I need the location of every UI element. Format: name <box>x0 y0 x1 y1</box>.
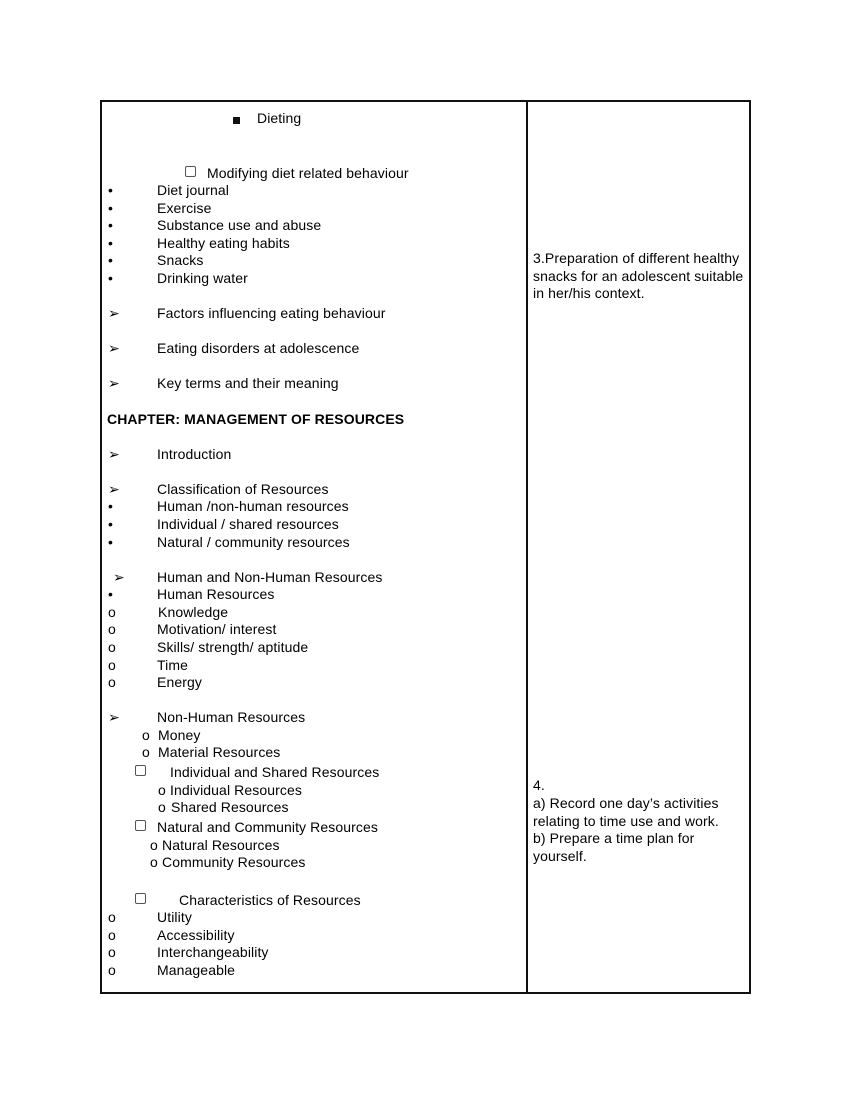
list-item: Natural / community resources <box>157 534 350 550</box>
activity-4b: b) Prepare a time plan for yourself. <box>533 830 695 864</box>
arrow-bullet-icon: ➢ <box>108 481 120 497</box>
list-item: Material Resources <box>158 744 281 760</box>
topic-natural-community: Natural and Community Resources <box>157 819 378 835</box>
bullet-icon: • <box>108 200 113 216</box>
activity-4-number: 4. <box>533 777 545 793</box>
list-item: Exercise <box>157 200 212 216</box>
list-item: Manageable <box>157 962 236 978</box>
checkbox-icon <box>185 166 196 177</box>
circle-bullet-icon: o <box>108 909 116 925</box>
circle-bullet-icon: o <box>142 744 150 760</box>
bullet-icon: • <box>108 252 113 268</box>
bullet-icon: • <box>108 217 113 233</box>
list-item: Drinking water <box>157 270 248 286</box>
topic-modifying-diet: Modifying diet related behaviour <box>207 165 409 181</box>
topic-individual-shared: Individual and Shared Resources <box>170 764 380 780</box>
activity-4a: a) Record one day’s activities relating to time use and work. <box>533 795 719 829</box>
content-table <box>100 100 751 994</box>
list-item: Healthy eating habits <box>157 235 290 251</box>
list-item: Knowledge <box>158 604 229 620</box>
bullet-icon: • <box>108 534 113 550</box>
list-item: Energy <box>157 674 202 690</box>
arrow-bullet-icon: ➢ <box>108 446 120 462</box>
square-bullet-icon <box>233 117 240 124</box>
checkbox-icon <box>135 765 146 776</box>
topic-characteristics: Characteristics of Resources <box>179 892 361 908</box>
activity-3: 3.Preparation of different healthy snacks for an adolescent suitable in her/his context. <box>533 250 744 301</box>
list-item: Shared Resources <box>171 799 289 815</box>
topic-non-human: Non-Human Resources <box>157 709 306 725</box>
circle-bullet-icon: o <box>108 621 116 637</box>
checkbox-icon <box>135 820 146 831</box>
topic-key-terms: Key terms and their meaning <box>157 375 339 391</box>
list-item: Individual / shared resources <box>157 516 339 532</box>
bullet-icon: • <box>108 498 113 514</box>
bullet-icon: • <box>108 182 113 198</box>
list-item: Money <box>158 727 201 743</box>
list-item: Interchangeability <box>157 944 269 960</box>
circle-bullet-icon: o <box>108 639 116 655</box>
column-divider <box>526 102 528 992</box>
list-item: Natural Resources <box>162 837 280 853</box>
list-item: Community Resources <box>162 854 306 870</box>
circle-bullet-icon: o <box>158 782 166 798</box>
list-item: Substance use and abuse <box>157 217 322 233</box>
topic-factors: Factors influencing eating behaviour <box>157 305 386 321</box>
circle-bullet-icon: o <box>108 944 116 960</box>
topic-human-non-human: Human and Non-Human Resources <box>157 569 383 585</box>
topic-dieting: Dieting <box>257 110 302 126</box>
bullet-icon: • <box>108 516 113 532</box>
bullet-icon: • <box>108 270 113 286</box>
list-item: Human Resources <box>157 586 275 602</box>
circle-bullet-icon: o <box>108 962 116 978</box>
circle-bullet-icon: o <box>158 799 166 815</box>
topic-introduction: Introduction <box>157 446 232 462</box>
circle-bullet-icon: o <box>150 837 158 853</box>
topic-eating-disorders: Eating disorders at adolescence <box>157 340 360 356</box>
list-item: Motivation/ interest <box>157 621 277 637</box>
list-item: Individual Resources <box>170 782 302 798</box>
bullet-icon: • <box>108 586 113 602</box>
list-item: Diet journal <box>157 182 230 198</box>
checkbox-icon <box>135 893 146 904</box>
list-item: Utility <box>157 909 192 925</box>
circle-bullet-icon: o <box>108 927 116 943</box>
circle-bullet-icon: o <box>108 657 116 673</box>
chapter-heading: CHAPTER: MANAGEMENT OF RESOURCES <box>107 411 405 427</box>
list-item: Skills/ strength/ aptitude <box>157 639 309 655</box>
circle-bullet-icon: o <box>142 727 150 743</box>
topic-classification: Classification of Resources <box>157 481 329 497</box>
arrow-bullet-icon: ➢ <box>108 375 120 391</box>
arrow-bullet-icon: ➢ <box>108 709 120 725</box>
arrow-bullet-icon: ➢ <box>108 340 120 356</box>
bullet-icon: • <box>108 235 113 251</box>
list-item: Human /non-human resources <box>157 498 349 514</box>
circle-bullet-icon: o <box>150 854 158 870</box>
list-item: Time <box>157 657 188 673</box>
circle-bullet-icon: o <box>108 674 116 690</box>
circle-bullet-icon: o <box>108 604 116 620</box>
arrow-bullet-icon: ➢ <box>113 569 125 585</box>
list-item: Snacks <box>157 252 204 268</box>
arrow-bullet-icon: ➢ <box>108 305 120 321</box>
list-item: Accessibility <box>157 927 235 943</box>
